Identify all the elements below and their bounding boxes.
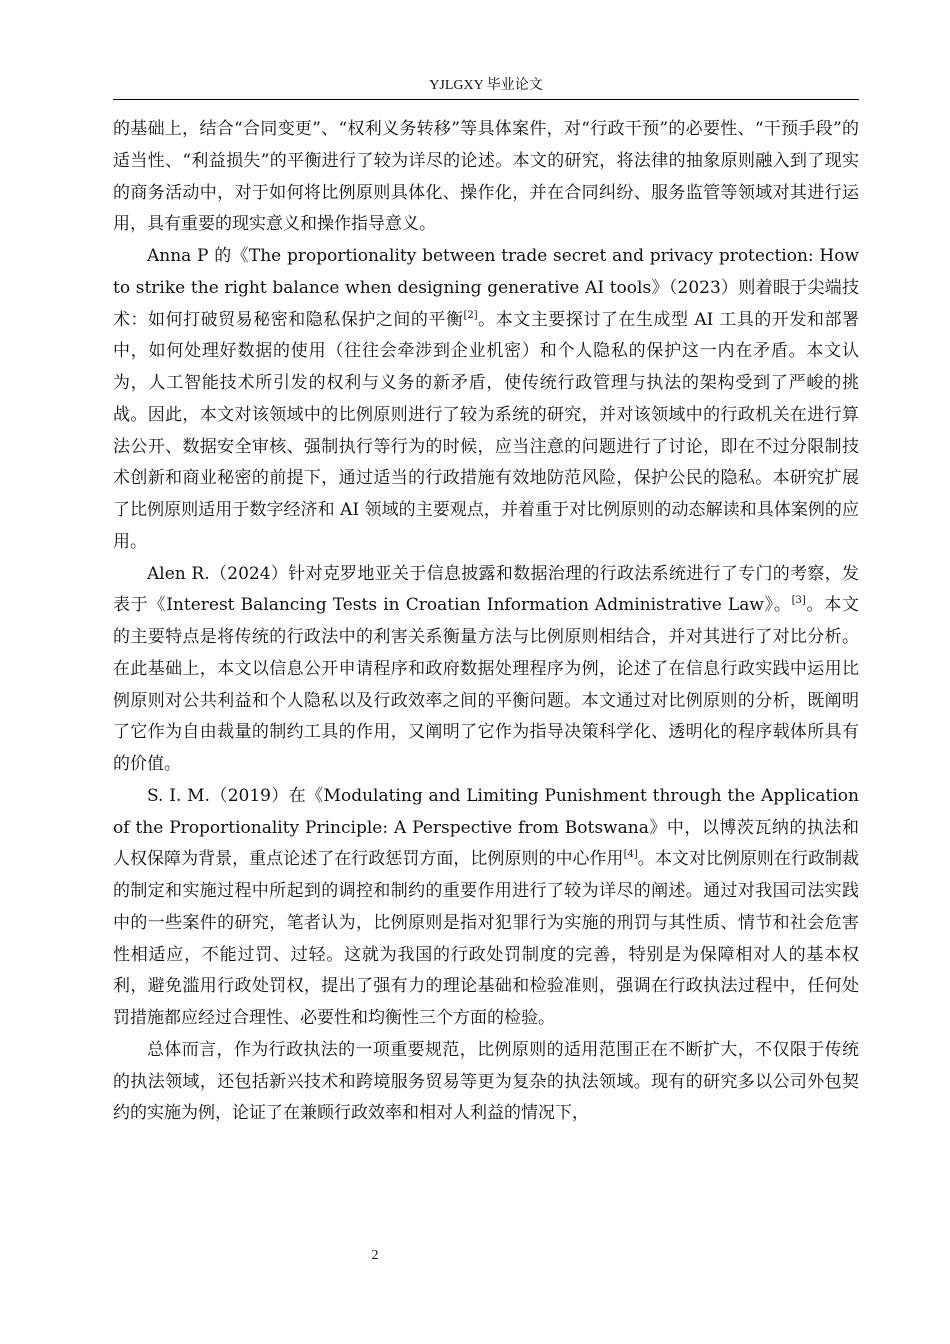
paragraph-text: Alen R.（2024）针对克罗地亚关于信息披露和数据治理的行政法系统进行了专门的考察，发表于《Interest Balancing Tests in Croatian Information Administrative Law》。 <box>113 563 859 616</box>
paragraph-2 <box>113 241 859 559</box>
paragraph-text: S. I. M.（2019）在《Modulating and Limiting Punishment through the Application of the Proportionality Principle: A Perspective from Botswana》中，以博茨瓦纳的执法和人权保障为背景，重点论述了在行政惩罚方面，比例原则的中心作用 <box>113 785 859 870</box>
citation-ref: [2] <box>463 309 478 321</box>
body-text <box>113 114 859 1130</box>
paragraph-text: 。本文对比例原则在行政制裁的制定和实施过程中所起到的调控和制约的重要作用进行了较为详尽的阐述。通过对我国司法实践中的一些案件的研究，笔者认为，比例原则是指对犯罪行为实施的刑罚与其性质、情节和社会危害性相适应，不能过罚、过轻。这就为我国的行政处罚制度的完善，特别是为保障相对人的基本权利，避免滥用行政处罚权，提出了强有力的理论基础和检验准则，强调在行政执法过程中，任何处罚措施都应经过合理性、必要性和均衡性三个方面的检验。 <box>113 849 859 1028</box>
page-number: 2 <box>371 1248 379 1263</box>
header-rule <box>113 99 859 100</box>
running-header: YJLGXY 毕业论文 <box>429 78 543 93</box>
citation-ref: [3] <box>791 595 806 607</box>
paragraph-3 <box>113 559 859 781</box>
paragraph-5 <box>113 1035 859 1130</box>
paragraph-text: Anna P 的《The proportionality between trade secret and privacy protection: How to strike the right balance when designing generative AI tools》（2023）则着眼于尖端技术：如何打破贸易秘密和隐私保护之间的平衡 <box>113 246 859 330</box>
paragraph-text: 总体而言，作为行政执法的一项重要规范，比例原则的适用范围正在不断扩大，不仅限于传统的执法领域，还包括新兴技术和跨境服务贸易等更为复杂的执法领域。现有的研究多以公司外包契约的实施为例，论证了在兼顾行政效率和相对人利益的情况下， <box>113 1039 859 1124</box>
citation-ref: [4] <box>623 849 638 861</box>
paragraph-text: 的基础上，结合“合同变更”、“权利义务转移”等具体案件，对“行政干预”的必要性、“干预手段”的适当性、“利益损失”的平衡进行了较为详尽的论述。本文的研究，将法律的抽象原则融入到了现实的商务活动中，对于如何将比例原则具体化、操作化，并在合同纠纷、服务监管等领域对其进行运用，具有重要的现实意义和操作指导意义。 <box>113 119 859 235</box>
paragraph-text: 。本文的主要特点是将传统的行政法中的利害关系衡量方法与比例原则相结合，并对其进行了对比分析。在此基础上，本文以信息公开申请程序和政府数据处理程序为例，论述了在信息行政实践中运用比例原则对公共利益和个人隐私以及行政效率之间的平衡问题。本文通过对比例原则的分析，既阐明了它作为自由裁量的制约工具的作用，又阐明了它作为指导决策科学化、透明化的程序载体所具有的价值。 <box>113 595 859 774</box>
paragraph-text: 。本文主要探讨了在生成型 AI 工具的开发和部署中，如何处理好数据的使用（往往会牵涉到企业机密）和个人隐私的保护这一内在矛盾。本文认为，人工智能技术所引发的权利与义务的新矛盾，使传统行政管理与执法的架构受到了严峻的挑战。因此，本文对该领域中的比例原则进行了较为系统的研究，并对该领域中的行政机关在进行算法公开、数据安全审核、强制执行等行为的时候，应当注意的问题进行了讨论，即在不过分限制技术创新和商业秘密的前提下，通过适当的行政措施有效地防范风险，保护公民的隐私。本研究扩展了比例原则适用于数字经济和 AI 领域的主要观点，并着重于对比例原则的动态解读和具体案例的应用。 <box>113 309 859 552</box>
paragraph-1 <box>113 114 859 241</box>
paragraph-4 <box>113 781 859 1035</box>
